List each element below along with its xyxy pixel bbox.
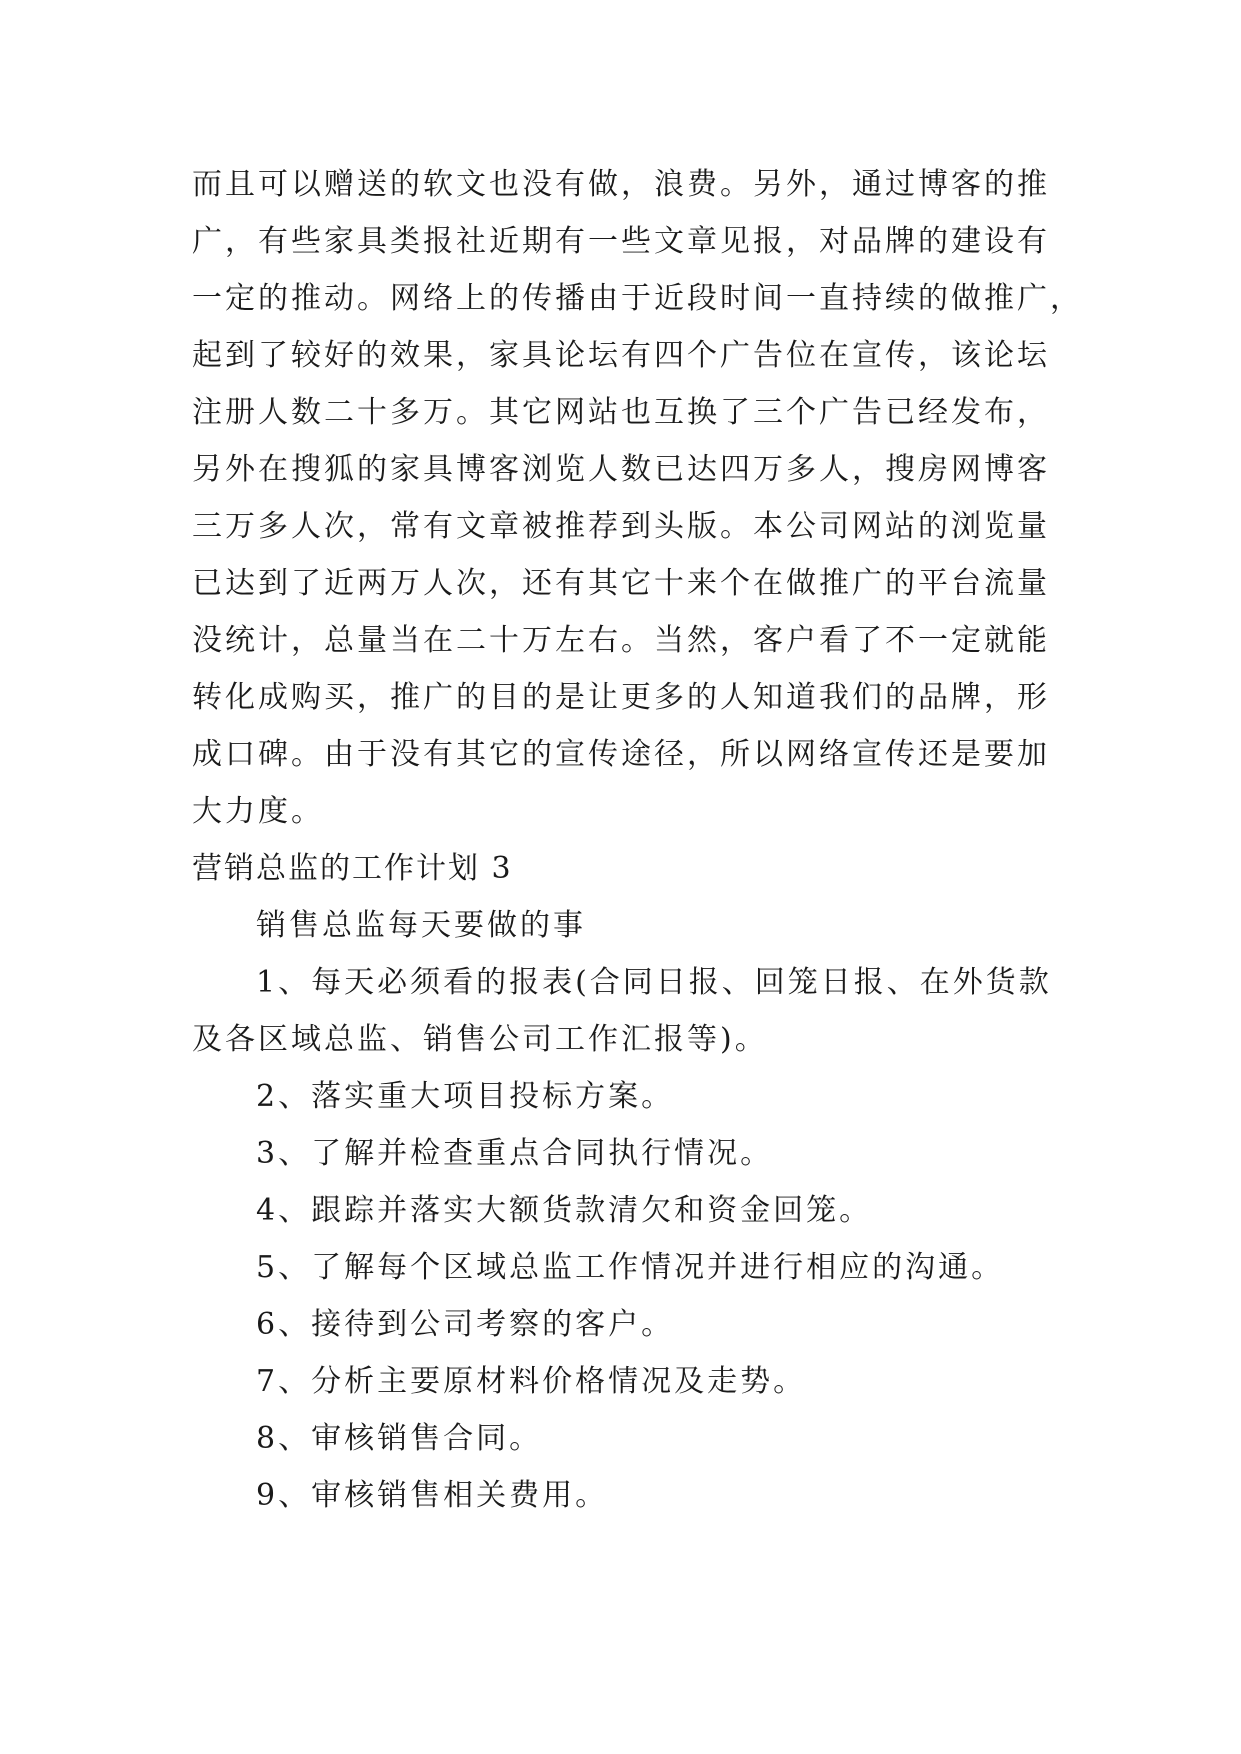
list-item-7: 7、分析主要原材料价格情况及走势。: [256, 1364, 807, 1399]
list-item-4: 4、跟踪并落实大额货款清欠和资金回笼。: [256, 1193, 873, 1228]
subtitle: 销售总监每天要做的事: [256, 908, 586, 943]
paragraph-line: 起到了较好的效果，家具论坛有四个广告位在宣传，该论坛: [192, 338, 1050, 373]
paragraph-line: 已达到了近两万人次，还有其它十来个在做推广的平台流量: [192, 566, 1050, 601]
paragraph-line: 广，有些家具类报社近期有一些文章见报，对品牌的建设有: [192, 224, 1050, 259]
paragraph-line: 一定的推动。网络上的传播由于近段时间一直持续的做推广，: [192, 281, 1083, 316]
paragraph-line: 成口碑。由于没有其它的宣传途径，所以网络宣传还是要加: [192, 737, 1050, 772]
paragraph-line: 注册人数二十多万。其它网站也互换了三个广告已经发布，: [192, 395, 1050, 430]
paragraph-line: 大力度。: [192, 794, 324, 829]
paragraph-line: 另外在搜狐的家具博客浏览人数已达四万多人，搜房网博客: [192, 452, 1050, 487]
section-title: 营销总监的工作计划 3: [192, 851, 513, 886]
paragraph-line: 没统计，总量当在二十万左右。当然，客户看了不一定就能: [192, 623, 1050, 658]
list-item-9: 9、审核销售相关费用。: [256, 1478, 609, 1513]
list-item-2: 2、落实重大项目投标方案。: [256, 1079, 675, 1114]
list-item-3: 3、了解并检查重点合同执行情况。: [256, 1136, 774, 1171]
paragraph-line: 而且可以赠送的软文也没有做，浪费。另外，通过博客的推: [192, 167, 1050, 202]
list-item-8: 8、审核销售合同。: [256, 1421, 543, 1456]
paragraph-line: 转化成购买，推广的目的是让更多的人知道我们的品牌，形: [192, 680, 1050, 715]
list-item-5: 5、了解每个区域总监工作情况并进行相应的沟通。: [256, 1250, 1005, 1285]
list-item-6: 6、接待到公司考察的客户。: [256, 1307, 675, 1342]
list-item-1: 1、每天必须看的报表(合同日报、回笼日报、在外货款: [256, 965, 1052, 1000]
paragraph-line: 三万多人次，常有文章被推荐到头版。本公司网站的浏览量: [192, 509, 1050, 544]
list-item-1-continuation: 及各区域总监、销售公司工作汇报等)。: [192, 1022, 768, 1057]
